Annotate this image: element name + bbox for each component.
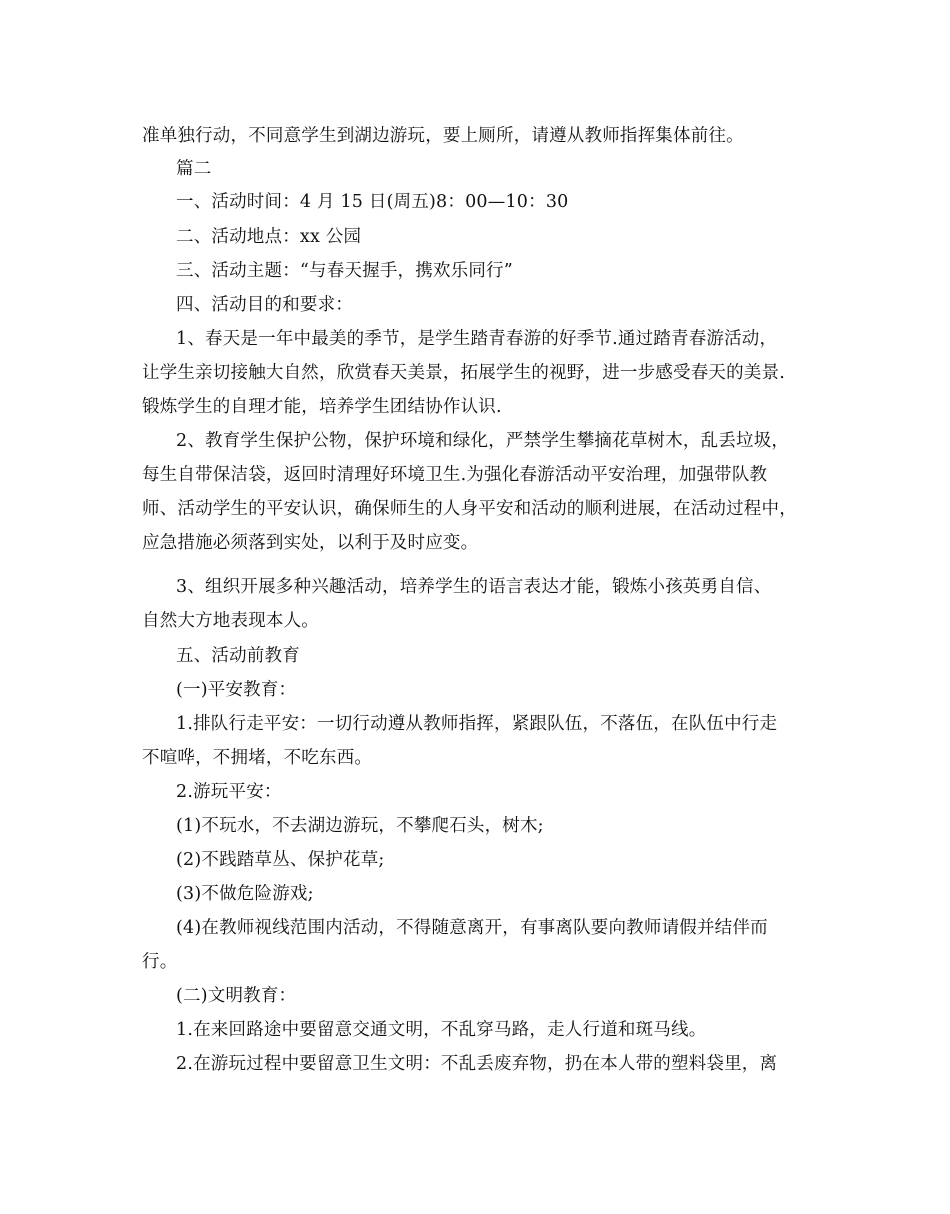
text-line: 准单独行动，不同意学生到湖边游玩，要上厕所，请遵从教师指挥集体前往。 <box>142 126 744 146</box>
list-item: 行。 <box>142 952 178 972</box>
text-line: 二、活动地点：xx 公园 <box>176 227 362 247</box>
paragraph-line: 让学生亲切接触大自然，欣赏春天美景，拓展学生的视野，进一步感受春天的美景. <box>142 363 785 383</box>
section-heading: 五、活动前教育 <box>176 646 300 666</box>
subsection-heading: (二)文明教育： <box>176 986 297 1006</box>
text-line: 三、活动主题：“与春天握手，携欢乐同行” <box>176 261 513 281</box>
paragraph-line: 应急措施必须落到实处，以利于及时应变。 <box>142 533 479 553</box>
paragraph-line: 2.在游玩过程中要留意卫生文明：不乱丢废弃物，扔在本人带的塑料袋里，离 <box>176 1054 778 1074</box>
paragraph-line: 1.在来回路途中要留意交通文明，不乱穿马路，走人行道和斑马线。 <box>176 1020 707 1040</box>
paragraph-line: 自然大方地表现本人。 <box>142 611 319 631</box>
text-line: 四、活动目的和要求： <box>176 295 353 315</box>
subsection-heading: (一)平安教育： <box>176 680 297 700</box>
list-item: (2)不践踏草丛、保护花草; <box>176 850 385 870</box>
list-item: (1)不玩水，不去湖边游玩，不攀爬石头，树木; <box>176 816 544 836</box>
paragraph-line: 1、春天是一年中最美的季节，是学生踏青春游的好季节.通过踏青春游活动， <box>176 329 778 349</box>
text-line: 2.游玩平安： <box>176 782 282 802</box>
list-item: (4)在教师视线范围内活动，不得随意离开，有事离队要向教师请假并结伴而 <box>176 918 768 938</box>
paragraph-line: 3、组织开展多种兴趣活动，培养学生的语言表达才能，锻炼小孩英勇自信、 <box>176 577 772 597</box>
section-heading: 篇二 <box>176 159 212 179</box>
paragraph-line: 锻炼学生的自理才能，培养学生团结协作认识. <box>142 397 502 417</box>
paragraph-line: 1.排队行走平安：一切行动遵从教师指挥，紧跟队伍，不落伍，在队伍中行走 <box>176 714 778 734</box>
paragraph-line: 每生自带保洁袋，返回时清理好环境卫生.为强化春游活动平安治理，加强带队教 <box>142 465 768 485</box>
paragraph-line: 2、教育学生保护公物，保护环境和绿化，严禁学生攀摘花草树木，乱丢垃圾， <box>176 431 790 451</box>
text-line: 一、活动时间：4 月 15 日(周五)8：00—10：30 <box>176 192 569 212</box>
paragraph-line: 不喧哗，不拥堵，不吃东西。 <box>142 748 373 768</box>
list-item: (3)不做危险游戏; <box>176 884 314 904</box>
paragraph-line: 师、活动学生的平安认识，确保师生的人身平安和活动的顺利进展，在活动过程中， <box>142 499 797 519</box>
